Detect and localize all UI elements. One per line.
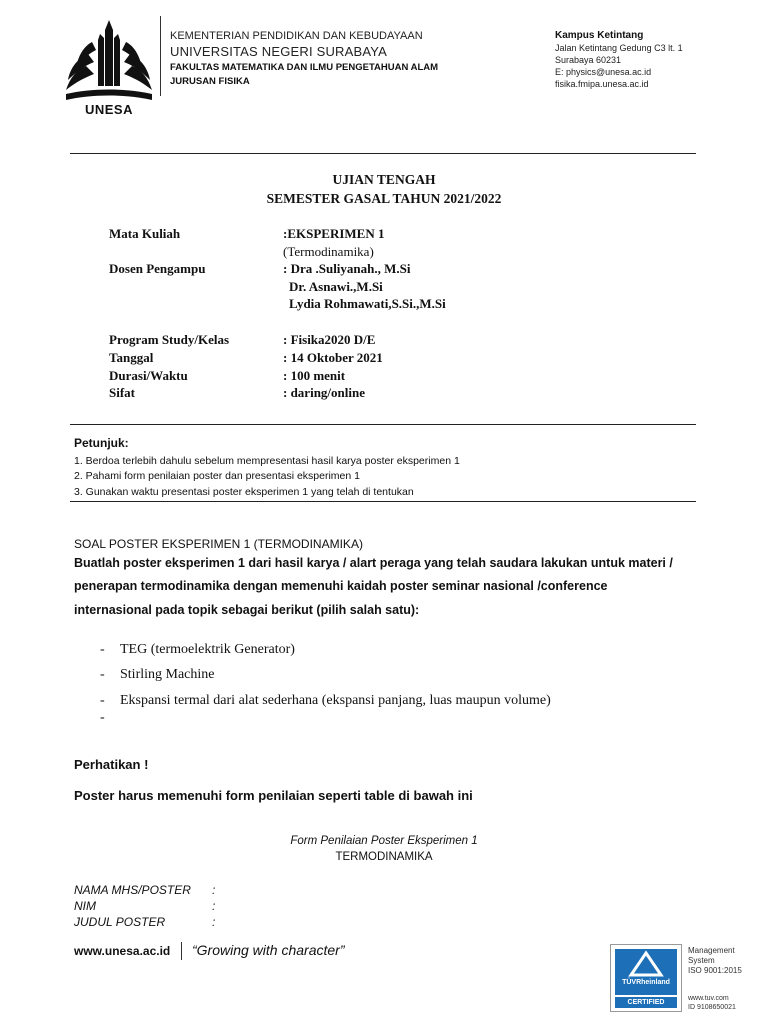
field-value-program: : Fisika2020 D/E <box>283 332 376 347</box>
topic-item: TEG (termoelektrik Generator) <box>120 642 295 657</box>
form-colon: : <box>212 883 216 897</box>
topic-item: Ekspansi termal dari alat sederhana (ekspansi panjang, luas maupun volume) <box>120 693 551 708</box>
instructions-heading: Petunjuk: <box>74 436 129 450</box>
tuv-website: www.tuv.com <box>688 995 729 1002</box>
university-name: UNIVERSITAS NEGERI SURABAYA <box>170 44 388 59</box>
footer-divider <box>181 942 182 960</box>
topic-item: Stirling Machine <box>120 667 215 682</box>
instruction-item: 1. Berdoa terlebih dahulu sebelum mempresentasi hasil karya poster eksperimen 1 <box>74 455 460 467</box>
field-value-course-sub: (Termodinamika) <box>283 244 374 259</box>
question-paragraph-line: Buatlah poster eksperimen 1 dari hasil karya / alart peraga yang telah saudara lakukan untuk materi / <box>74 556 673 570</box>
field-label-lecturer: Dosen Pengampu <box>109 261 206 276</box>
tuv-management-label: Management <box>688 946 735 955</box>
campus-website: fisika.fmipa.unesa.ac.id <box>555 79 649 89</box>
field-label-course: Mata Kuliah <box>109 226 181 241</box>
field-value-lecturer: : Dra .Suliyanah., M.Si <box>283 261 411 276</box>
tuv-id: ID 9108650021 <box>688 1004 736 1011</box>
tuv-brand: TÜVRheinland <box>622 979 670 986</box>
exam-title: UJIAN TENGAH <box>332 172 436 187</box>
list-bullet: - <box>100 667 105 682</box>
form-title: Form Penilaian Poster Eksperimen 1 <box>290 835 478 847</box>
field-value-mode: : daring/online <box>283 385 365 400</box>
instruction-item: 3. Gunakan waktu presentasi poster eksperimen 1 yang telah di tentukan <box>74 486 414 498</box>
section-rule <box>70 424 696 425</box>
form-colon: : <box>212 915 216 929</box>
form-subtitle: TERMODINAMIKA <box>335 851 433 863</box>
field-value-lecturer: Lydia Rohmawati,S.Si.,M.Si <box>289 296 446 311</box>
field-value-course: :EKSPERIMEN 1 <box>283 226 385 241</box>
tuv-logo <box>615 949 677 995</box>
ministry-name: KEMENTERIAN PENDIDIKAN DAN KEBUDAYAAN <box>170 30 423 42</box>
unesa-emblem-icon <box>62 16 156 102</box>
instruction-item: 2. Pahami form penilaian poster dan presentasi eksperimen 1 <box>74 470 360 482</box>
campus-address-line: Jalan Ketintang Gedung C3 lt. 1 <box>555 43 683 53</box>
campus-address-line: Surabaya 60231 <box>555 55 622 65</box>
form-colon: : <box>212 899 216 913</box>
section-rule <box>70 501 696 502</box>
field-value-duration: : 100 menit <box>283 368 346 383</box>
tuv-certified-label: CERTIFIED <box>615 997 677 1008</box>
form-label-name: NAMA MHS/POSTER <box>74 883 191 897</box>
exam-semester: SEMESTER GASAL TAHUN 2021/2022 <box>266 191 502 206</box>
logo-text: UNESA <box>84 102 133 117</box>
field-label-program: Program Study/Kelas <box>109 332 230 347</box>
header-rule <box>70 153 696 154</box>
field-label-mode: Sifat <box>109 385 135 400</box>
form-label-nim: NIM <box>74 899 96 913</box>
list-bullet: - <box>100 693 105 708</box>
field-label-date: Tanggal <box>109 350 154 365</box>
unesa-logo <box>62 16 156 120</box>
tuv-system-label: System <box>688 956 715 965</box>
notice-heading: Perhatikan ! <box>74 757 149 772</box>
footer-tagline: “Growing with character” <box>192 942 345 958</box>
tuv-iso-label: ISO 9001:2015 <box>688 966 742 975</box>
faculty-name: FAKULTAS MATEMATIKA DAN ILMU PENGETAHUAN ALAM <box>170 62 439 73</box>
list-bullet: - <box>100 710 105 725</box>
question-paragraph-line: penerapan termodinamika dengan memenuhi kaidah poster seminar nasional /conference <box>74 579 608 593</box>
header-divider <box>160 16 161 96</box>
field-value-date: : 14 Oktober 2021 <box>283 350 383 365</box>
footer-website: www.unesa.ac.id <box>74 944 171 958</box>
form-label-title: JUDUL POSTER <box>74 915 166 929</box>
tuv-triangle-icon <box>615 949 677 979</box>
field-label-duration: Durasi/Waktu <box>109 368 188 383</box>
campus-title: Kampus Ketintang <box>555 30 644 41</box>
question-heading: SOAL POSTER EKSPERIMEN 1 (TERMODINAMIKA) <box>74 537 363 551</box>
department-name: JURUSAN FISIKA <box>170 76 250 87</box>
campus-email: E: physics@unesa.ac.id <box>555 67 652 77</box>
field-value-lecturer: Dr. Asnawi.,M.Si <box>289 279 383 294</box>
question-paragraph-line: internasional pada topik sebagai berikut (pilih salah satu): <box>74 603 420 617</box>
tuv-certification-badge <box>610 944 682 1012</box>
list-bullet: - <box>100 642 105 657</box>
notice-text: Poster harus memenuhi form penilaian seperti table di bawah ini <box>74 788 473 803</box>
